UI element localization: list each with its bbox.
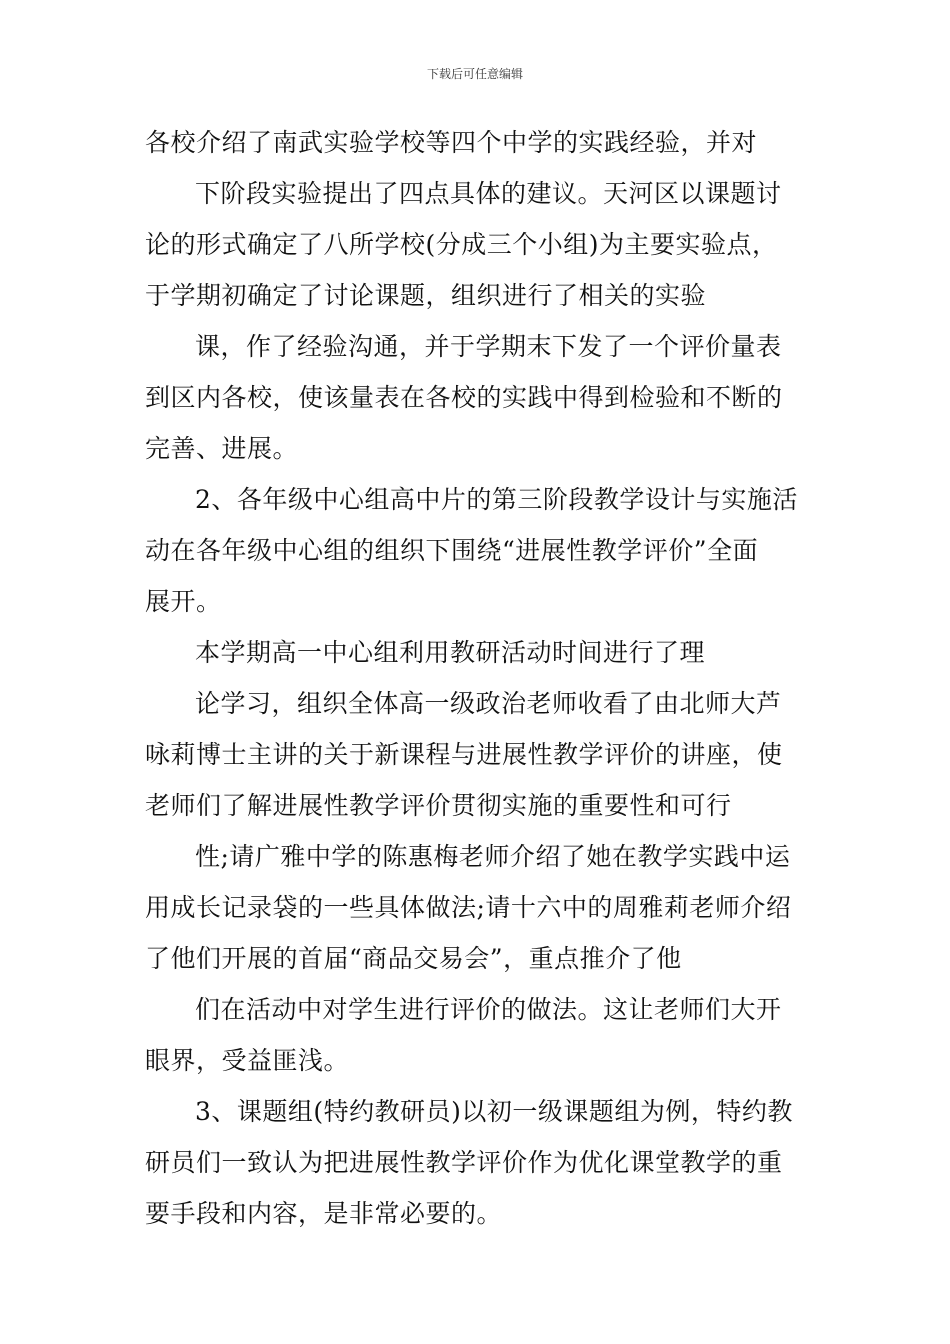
text-line: 论学习，组织全体高一级政治老师收看了由北师大芦 [195,689,782,718]
text-line: 2、各年级中心组高中片的第三阶段教学设计与实施活 [195,485,798,514]
text-line: 动在各年级中心组的组织下围绕“进展性教学评价”全面 [145,536,759,565]
text-line: 们在活动中对学生进行评价的做法。这让老师们大开 [195,995,782,1024]
text-line: 咏莉博士主讲的关于新课程与进展性教学评价的讲座，使 [145,740,783,769]
text-line: 用成长记录袋的一些具体做法;请十六中的周雅莉老师介绍 [145,893,792,922]
text-line: 了他们开展的首届“商品交易会”，重点推介了他 [145,944,682,973]
text-line: 论的形式确定了八所学校(分成三个小组)为主要实验点， [145,230,778,259]
text-line: 完善、进展。 [145,434,299,463]
text-line: 本学期高一中心组利用教研活动时间进行了理 [195,638,706,667]
text-line: 展开。 [145,587,222,616]
text-line: 到区内各校，使该量表在各校的实践中得到检验和不断的 [145,383,783,412]
text-line: 研员们一致认为把进展性教学评价作为优化课堂教学的重 [145,1148,783,1177]
text-line: 课，作了经验沟通，并于学期末下发了一个评价量表 [195,332,782,361]
text-line: 性;请广雅中学的陈惠梅老师介绍了她在教学实践中运 [195,842,791,871]
text-line: 眼界，受益匪浅。 [145,1046,350,1075]
text-line: 要手段和内容，是非常必要的。 [145,1199,503,1228]
page-header: 下载后可任意编辑 [426,67,523,81]
text-line: 于学期初确定了讨论课题，组织进行了相关的实验 [145,281,707,310]
text-line: 各校介绍了南武实验学校等四个中学的实践经验，并对 [145,128,758,157]
text-line: 下阶段实验提出了四点具体的建议。天河区以课题讨 [195,179,782,208]
text-line: 老师们了解进展性教学评价贯彻实施的重要性和可行 [145,791,732,820]
text-line: 3、课题组(特约教研员)以初一级课题组为例，特约教 [195,1097,793,1126]
